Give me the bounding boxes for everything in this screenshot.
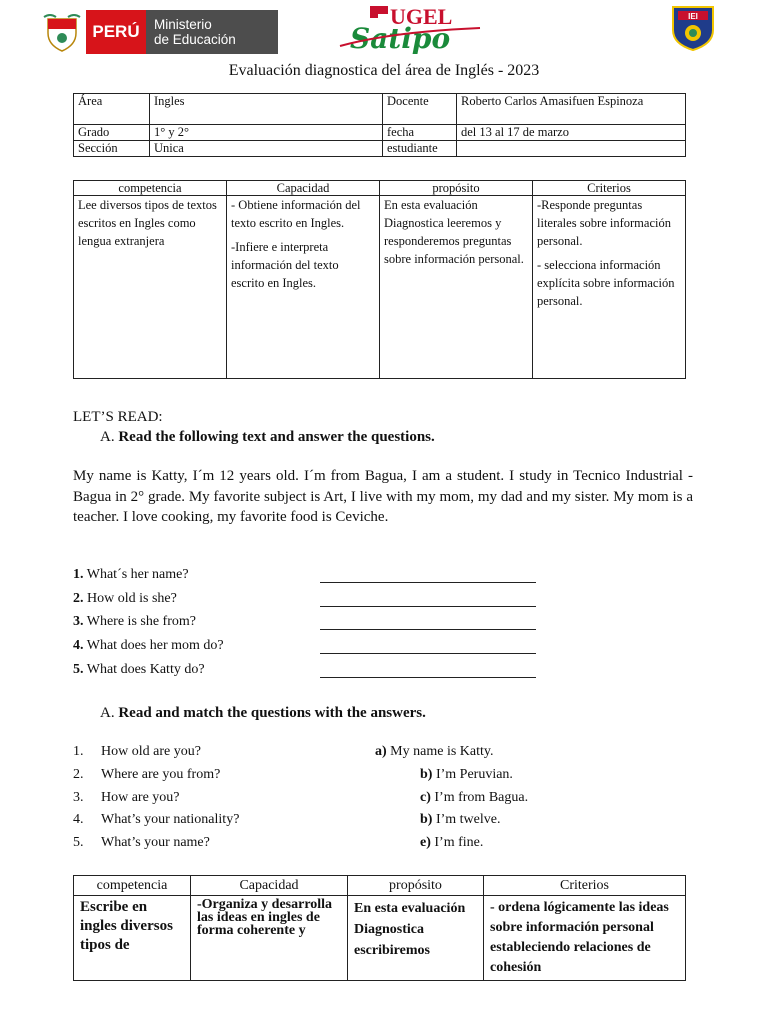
fecha-value: del 13 al 17 de marzo [457, 125, 686, 141]
answer-letter: b) [420, 812, 433, 827]
question-number: 4. [73, 812, 84, 827]
seccion-label: Sección [74, 141, 150, 157]
table-row [74, 196, 686, 379]
match-answer-a [375, 744, 493, 760]
header-criterios: Criterios [484, 876, 686, 896]
section-heading: LET’S READ: [73, 409, 163, 425]
page-title: Evaluación diagnostica del área de Inglés - 2023 [228, 62, 540, 79]
header-capacidad: Capacidad [191, 876, 348, 896]
area-value: Ingles [150, 94, 383, 125]
answer-line-2[interactable] [320, 605, 536, 607]
estudiante-field[interactable] [457, 141, 686, 157]
match-question-5 [73, 835, 210, 851]
match-question-4 [73, 812, 239, 828]
answer-letter: e) [420, 835, 431, 850]
answer-line-5[interactable] [320, 676, 536, 678]
match-answer-d [420, 812, 500, 828]
instruction-letter: A. [100, 429, 115, 445]
question-text: Where is she from? [86, 614, 196, 629]
ugel-top-text: UGEL [390, 4, 453, 29]
ministry-line-2: de Educación [154, 32, 236, 47]
question-1 [73, 567, 189, 583]
question-number: 2. [73, 767, 84, 782]
header-competencia: competencia [74, 876, 191, 896]
proposito-cell: En esta evaluación Diagnostica escribiremos [348, 896, 484, 981]
peru-coat-of-arms-icon [38, 10, 86, 54]
header-proposito: propósito [348, 876, 484, 896]
answer-text: My name is Katty. [390, 744, 494, 759]
match-answer-b [420, 767, 513, 783]
question-text: What´s her name? [86, 567, 189, 582]
capacidad-text-2: -Infiere e interpreta información del texto escrito en Ingles. [231, 240, 339, 290]
question-text: What’s your name? [101, 835, 210, 850]
reading-instruction [100, 429, 435, 446]
docente-value: Roberto Carlos Amasifuen Espinoza [457, 94, 686, 125]
question-number: 3. [73, 790, 84, 805]
answer-letter: c) [420, 790, 431, 805]
match-answer-c [420, 790, 528, 806]
answer-line-4[interactable] [320, 652, 536, 654]
answer-text: I’m from Bagua. [434, 790, 529, 805]
criterio-text-1: -Responde preguntas literales sobre información personal. [537, 198, 671, 248]
question-5 [73, 662, 205, 678]
reading-passage: My name is Katty, I´m 12 years old. I´m from Bagua, I am a student. I study in Tecnico Industrial - Bagua in 2° grade. My favorite subject is Art, I live with my mom, my dad and my sister. My mom is a teacher. I love cooking, my favorite food is Ceviche. [73, 468, 693, 525]
header-proposito: propósito [380, 181, 533, 196]
ugel-bottom-text: Satipo [350, 22, 451, 54]
question-text: Where are you from? [101, 767, 221, 782]
seccion-value: Unica [150, 141, 383, 157]
competencia-text: Lee diversos tipos de textos escritos en Ingles como lengua extranjera [78, 198, 217, 248]
answer-line-3[interactable] [320, 628, 536, 630]
answer-line-1[interactable] [320, 581, 536, 583]
instruction-letter: A. [100, 705, 115, 721]
competency-table-writing [73, 875, 686, 981]
competencia-cell [74, 196, 227, 379]
question-number: 1. [73, 744, 84, 759]
criterios-cell: - ordena lógicamente las ideas sobre información personal estableciendo relaciones de cohesión [484, 896, 686, 981]
table-header-row [74, 181, 686, 196]
table-row [74, 896, 686, 981]
competencia-cell: Escribe en ingles diversos tipos de [74, 896, 191, 981]
question-4 [73, 638, 224, 654]
match-question-1 [73, 744, 201, 760]
competency-table-reading [73, 180, 686, 379]
docente-label: Docente [383, 94, 457, 125]
answer-text: I’m Peruvian. [435, 767, 513, 782]
question-number: 4. [73, 638, 84, 653]
capacidad-text-1: - Obtiene información del texto escrito en Ingles. [231, 198, 361, 230]
answer-letter: a) [375, 744, 387, 759]
info-table [73, 93, 686, 157]
question-text: How old is she? [87, 591, 177, 606]
question-text: What’s your nationality? [101, 812, 240, 827]
question-text: How are you? [101, 790, 180, 805]
matching-instruction [100, 705, 426, 722]
question-number: 1. [73, 567, 84, 582]
instruction-text: Read the following text and answer the questions. [118, 429, 435, 445]
question-number: 2. [73, 591, 84, 606]
answer-letter: b) [420, 767, 433, 782]
match-question-2 [73, 767, 220, 783]
proposito-cell [380, 196, 533, 379]
estudiante-label: estudiante [383, 141, 457, 157]
header-criterios: Criterios [533, 181, 686, 196]
question-number: 5. [73, 835, 84, 850]
question-text: How old are you? [101, 744, 201, 759]
answer-text: I’m fine. [434, 835, 484, 850]
capacidad-cell [227, 196, 380, 379]
grado-label: Grado [74, 125, 150, 141]
answer-text: I’m twelve. [435, 812, 501, 827]
instruction-text: Read and match the questions with the answers. [118, 705, 426, 721]
question-number: 5. [73, 662, 84, 677]
question-number: 3. [73, 614, 84, 629]
criterio-text-2: - selecciona información explícita sobre información personal. [537, 258, 675, 308]
question-3 [73, 614, 196, 630]
table-row [74, 125, 686, 141]
grado-value: 1° y 2° [150, 125, 383, 141]
question-text: What does her mom do? [86, 638, 224, 653]
question-2 [73, 591, 177, 607]
ugel-satipo-logo [330, 2, 505, 54]
ministry-line-1: Ministerio [154, 17, 212, 32]
criterios-cell [533, 196, 686, 379]
table-row [74, 141, 686, 157]
capacidad-cell: -Organiza y desarrolla las ideas en ingles de forma coherente y [191, 896, 348, 981]
peru-label: PERÚ [86, 10, 146, 54]
ministry-label [146, 10, 278, 54]
header-competencia: competencia [74, 181, 227, 196]
question-text: What does Katty do? [86, 662, 205, 677]
fecha-label: fecha [383, 125, 457, 141]
iei-shield-logo [668, 4, 718, 52]
iei-label: IEI [688, 12, 698, 21]
match-answer-e [420, 835, 483, 851]
table-row [74, 94, 686, 125]
peru-ministry-logo [38, 10, 278, 54]
header-capacidad: Capacidad [227, 181, 380, 196]
table-header-row [74, 876, 686, 896]
match-question-3 [73, 790, 180, 806]
area-label: Área [74, 94, 150, 125]
proposito-text: En esta evaluación Diagnostica leeremos y responderemos preguntas sobre información personal. [384, 198, 524, 266]
